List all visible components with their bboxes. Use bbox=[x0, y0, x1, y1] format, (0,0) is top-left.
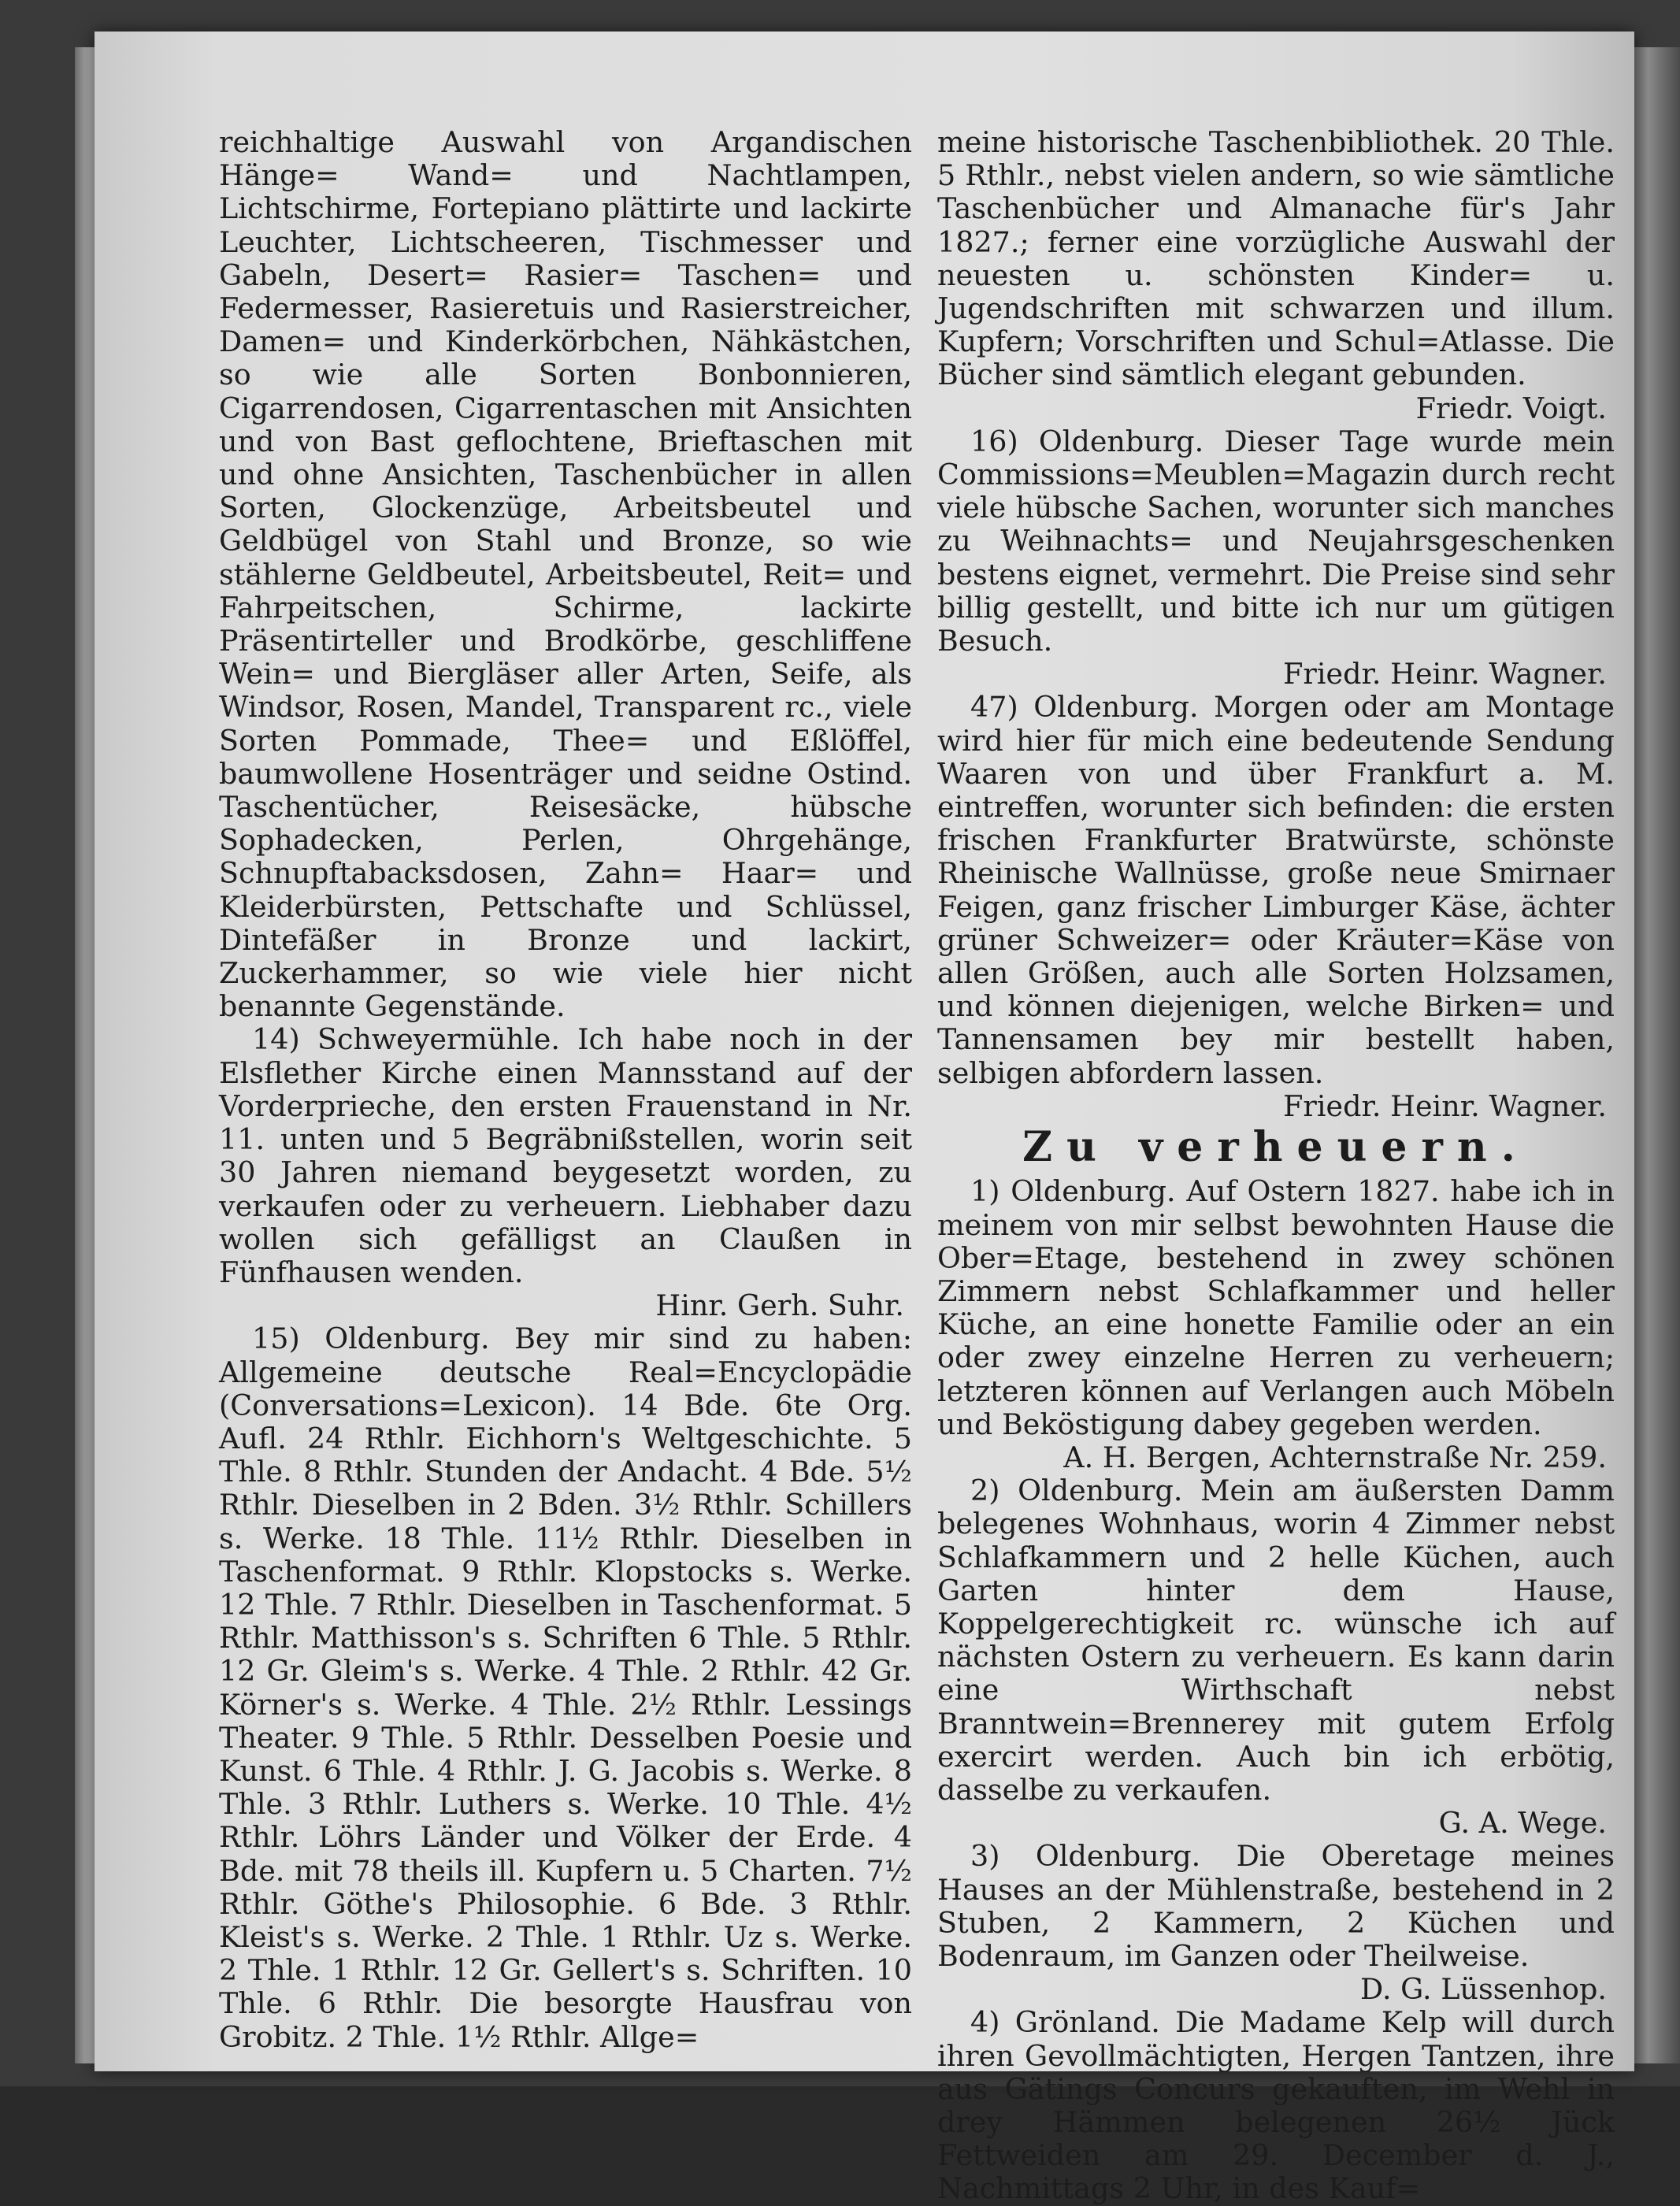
rental-1-signature: A. H. Bergen, Achternstraße Nr. 259. bbox=[1063, 1440, 1607, 1474]
rental-1: 1) Oldenburg. Auf Ostern 1827. habe ich in meinem von mir selbst bewohnten Hause die Ober=Etage, bestehend in zwey schönen Zimmern nebst Schlafkammer und heller Küche, an eine honette Familie oder an ein oder zwey einzelne Herren zu verheuern; letzteren können auf Verlangen auch Möbeln und Beköstigung dabey gegeben werden. bbox=[937, 1174, 1615, 1441]
notice-16: 16) Oldenburg. Dieser Tage wurde mein Commissions=Meublen=Magazin durch recht viele hübsche Sachen, worunter sich manches zu Weihnachts= und Neujahrsgeschenken bestens eignet, vermehrt. Die Preise sind sehr billig gestellt, und bitte ich nur um gütigen Besuch. bbox=[937, 424, 1615, 658]
rental-2-signature: G. A. Wege. bbox=[1438, 1806, 1607, 1841]
notice-47: 47) Oldenburg. Morgen oder am Montage wird hier für mich eine bedeutende Sendung Waaren von und über Frankfurt a. M. eintreffen, worunter sich befinden: die ersten frischen Frankfurter Bratwürste, schönste Rheinische Wallnüsse, große neue Smirnaer Feigen, ganz frischer Limburger Käse, ächter grüner Schweizer= oder Kräuter=Käse von allen Größen, auch alle Sorten Holzsamen, und können diejenigen, welche Birken= und Tannensamen bey mir bestellt haben, selbigen abfordern lassen. bbox=[937, 690, 1615, 1090]
notice-14-signature: Hinr. Gerh. Suhr. bbox=[655, 1288, 904, 1323]
intro-paragraph: reichhaltige Auswahl von Argandischen Hänge= Wand= und Nachtlampen, Lichtschirme, Fortepiano plättirte und lackirte Leuchter, Lichtscheeren, Tischmesser und Gabeln, Desert= Rasier= Taschen= und Federmesser, Rasieretuis und Rasierstreicher, Damen= und Kinderkörbchen, Nähkästchen, so wie alle Sorten Bonbonnieren, Cigarrendosen, Cigarrentaschen mit Ansichten und von Bast geflochtene, Brieftaschen mit und ohne Ansichten, Taschenbücher in allen Sorten, Glockenzüge, Arbeitsbeutel und Geldbügel von Stahl und Bronze, so wie stählerne Geldbeutel, Arbeitsbeutel, Reit= und Fahrpeitschen, Schirme, lackirte Präsentirteller und Brodkörbe, geschliffene Wein= und Biergläser aller Arten, Seife, als Windsor, Rosen, Mandel, Transparent rc., viele Sorten Pommade, Thee= und Eßlöffel, baumwollene Hosenträger und seidne Ostind. Taschentücher, Reisesäcke, hübsche Sophadecken, Perlen, Ohrgehänge, Schnupftabacksdosen, Zahn= Haar= und Kleiderbürsten, Pettschafte und Schlüssel, Dintefäßer in Bronze und lackirt, Zuckerhammer, so wie viele hier nicht benannte Gegenstände. bbox=[219, 125, 912, 1024]
notice-15-signature: Friedr. Voigt. bbox=[1415, 391, 1607, 425]
notice-16-signature: Friedr. Heinr. Wagner. bbox=[1283, 657, 1607, 691]
left-column bbox=[219, 126, 912, 2054]
book-spine-edge bbox=[1634, 47, 1680, 2063]
rental-2: 2) Oldenburg. Mein am äußersten Damm belegenes Wohnhaus, worin 4 Zimmer nebst Schlafkammern und 2 helle Küchen, auch Garten hinter dem Hause, Koppelgerechtigkeit rc. wünsche ich auf nächsten Ostern zu verheuern. Es kann darin eine Wirthschaft nebst Branntwein=Brennerey mit gutem Erfolg exercirt werden. Auch bin ich erbötig, dasselbe zu verkaufen. bbox=[937, 1474, 1615, 1807]
right-column bbox=[937, 126, 1615, 2206]
notice-14: 14) Schweyermühle. Ich habe noch in der Elsflether Kirche einen Mannsstand auf der Vorderprieche, den ersten Frauenstand in Nr. 11. unten und 5 Begräbnißstellen, worin seit 30 Jahren niemand beygesetzt worden, zu verkaufen oder zu verheuern. Liebhaber dazu wollen sich gefälligst an Claußen in Fünfhausen wenden. bbox=[219, 1022, 912, 1289]
section-heading: Zu verheuern. bbox=[1022, 1123, 1530, 1172]
notice-15: 15) Oldenburg. Bey mir sind zu haben: Allgemeine deutsche Real=Encyclopädie (Conversations=Lexicon). 14 Bde. 6te Org. Aufl. 24 Rthlr. Eichhorn's Weltgeschichte. 5 Thle. 8 Rthlr. Stunden der Andacht. 4 Bde. 5½ Rthlr. Dieselben in 2 Bden. 3½ Rthlr. Schillers s. Werke. 18 Thle. 11½ Rthlr. Dieselben in Taschenformat. 9 Rthlr. Klopstocks s. Werke. 12 Thle. 7 Rthlr. Dieselben in Taschenformat. 5 Rthlr. Matthisson's s. Schriften 6 Thle. 5 Rthlr. 12 Gr. Gleim's s. Werke. 4 Thle. 2 Rthlr. 42 Gr. Körner's s. Werke. 4 Thle. 2½ Rthlr. Lessings Theater. 9 Thle. 5 Rthlr. Desselben Poesie und Kunst. 6 Thle. 4 Rthlr. J. G. Jacobis s. Werke. 8 Thle. 3 Rthlr. Luthers s. Werke. 10 Thle. 4½ Rthlr. Löhrs Länder und Völker der Erde. 4 Bde. mit 78 theils ill. Kupfern u. 5 Charten. 7½ Rthlr. Göthe's Philosophie. 6 Bde. 3 Rthlr. Kleist's s. Werke. 2 Thle. 1 Rthlr. Uz s. Werke. 2 Thle. 1 Rthlr. 12 Gr. Gellert's s. Schriften. 10 Thle. 6 Rthlr. Die besorgte Hausfrau von Grobitz. 2 Thle. 1½ Rthlr. Allge= bbox=[219, 1322, 912, 2054]
rental-3: 3) Oldenburg. Die Oberetage meines Hauses an der Mühlenstraße, bestehend in 2 Stuben, 2 Kammern, 2 Küchen und Bodenraum, im Ganzen oder Theilweise. bbox=[937, 1839, 1615, 1973]
rental-3-signature: D. G. Lüssenhop. bbox=[1360, 1972, 1607, 2007]
notice-47-signature: Friedr. Heinr. Wagner. bbox=[1283, 1088, 1607, 1123]
rental-4: 4) Grönland. Die Madame Kelp will durch ihren Gevollmächtigten, Hergen Tantzen, ihre aus Gätings Concurs gekauften, im Wehl in drey Hämmen belegenen 26½ Jück Fettweiden am 29. December d. J., Nachmittags 2 Uhr, in des Kauf= bbox=[937, 2005, 1615, 2206]
notice-15-continued: meine historische Taschenbibliothek. 20 Thle. 5 Rthlr., nebst vielen andern, so wie sämtliche Taschenbücher und Almanache für's Jahr 1827.; ferner eine vorzügliche Auswahl der neuesten u. schönsten Kinder= u. Jugendschriften mit schwarzen und illum. Kupfern; Vorschriften und Schul=Atlasse. Die Bücher sind sämtlich elegant gebunden. bbox=[937, 125, 1615, 392]
